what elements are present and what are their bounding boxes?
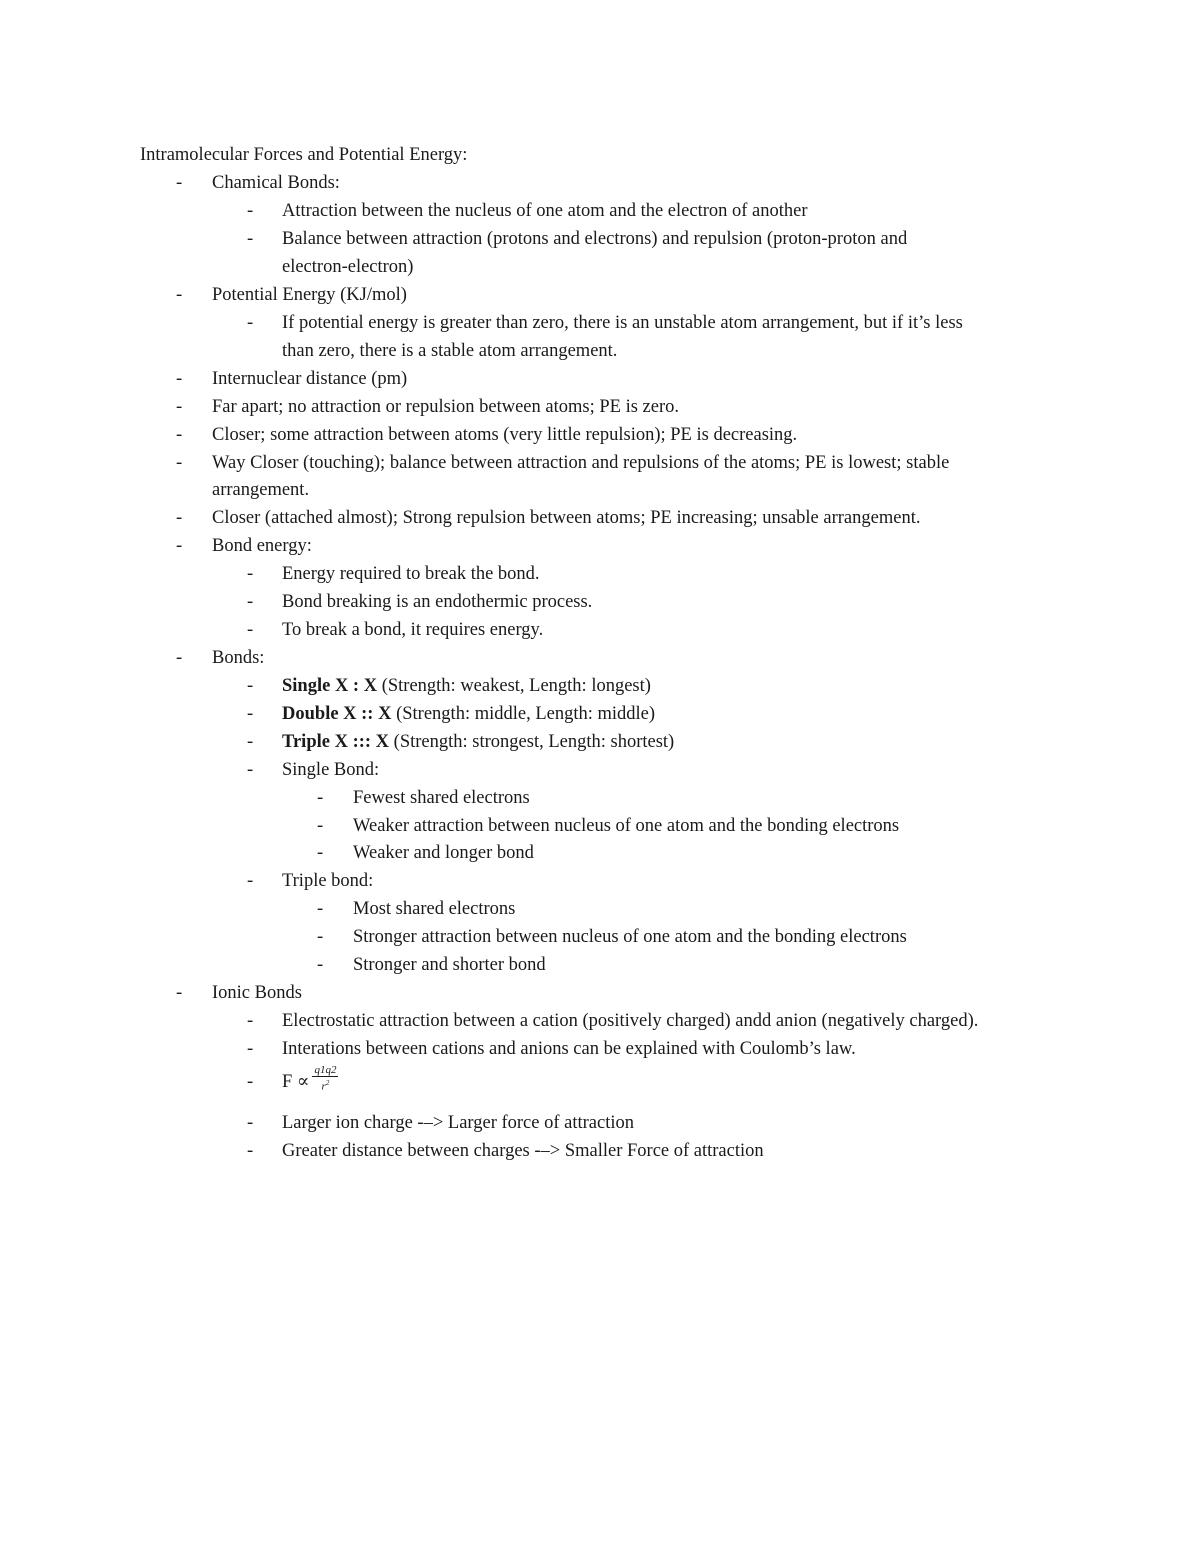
list-item: Greater distance between charges -–> Smaller Force of attraction [282,1141,764,1161]
bullet-dash: - [317,899,324,919]
bullet-dash: - [176,536,183,556]
list-item: Energy required to break the bond. [282,564,540,584]
bullet-dash: - [176,173,183,193]
list-item: Fewest shared electrons [353,788,530,808]
list-item: To break a bond, it requires energy. [282,620,544,640]
list-item: Attraction between the nucleus of one atom and the electron of another [282,201,808,221]
bullet-dash: - [247,592,254,612]
bullet-dash: - [247,229,254,249]
list-item: Stronger attraction between nucleus of one atom and the bonding electrons [353,927,907,947]
list-item: Interations between cations and anions can be explained with Coulomb’s law. [282,1039,856,1059]
formula-numerator: q1q2 [314,1064,337,1077]
list-item: Most shared electrons [353,899,516,919]
page-title: Intramolecular Forces and Potential Energy: [140,145,468,165]
bullet-dash: - [176,983,183,1003]
bullet-dash: - [247,676,254,696]
list-item: Weaker attraction between nucleus of one atom and the bonding electrons [353,816,900,836]
bullet-dash: - [247,564,254,584]
bullet-dash: - [247,1113,254,1133]
formula-exponent: 2 [325,1079,330,1088]
list-item: Far apart; no attraction or repulsion between atoms; PE is zero. [212,397,679,417]
bullet-dash: - [317,816,324,836]
heading-ionic-bonds: Ionic Bonds [212,983,302,1003]
list-item-text: (Strength: middle, Length: middle) [391,704,656,724]
bullet-dash: - [317,955,324,975]
bullet-dash: - [247,1072,254,1092]
list-item: If potential energy is greater than zero, there is an unstable atom arrangement, but if it’s less [282,313,963,333]
formula-lhs: F ∝ [282,1072,310,1092]
bullet-dash: - [176,648,183,668]
bullet-dash: - [247,313,254,333]
bullet-dash: - [317,788,324,808]
heading-triple-bond: Triple bond: [282,871,374,891]
list-item-continuation: electron-electron) [282,257,414,277]
bullet-dash: - [247,1011,254,1031]
list-item: Balance between attraction (protons and electrons) and repulsion (proton-proton and [282,229,908,249]
list-item-triple [282,728,674,756]
heading-bond-energy: Bond energy: [212,536,312,556]
bullet-dash: - [247,704,254,724]
formula-fraction [312,1064,338,1093]
heading-single-bond: Single Bond: [282,760,380,780]
list-item-double [282,700,655,728]
bullet-dash: - [247,732,254,752]
bullet-dash: - [247,201,254,221]
list-item: Closer (attached almost); Strong repulsion between atoms; PE increasing; unsable arrangement. [212,508,921,528]
bullet-dash: - [176,397,183,417]
bullet-dash: - [247,1141,254,1161]
list-item-text: (Strength: strongest, Length: shortest) [389,732,675,752]
heading-potential-energy: Potential Energy (KJ/mol) [212,285,407,305]
list-item: Electrostatic attraction between a cation (positively charged) andd anion (negatively charged). [282,1011,979,1031]
bullet-dash: - [176,285,183,305]
heading-chemical-bonds: Chamical Bonds: [212,173,340,193]
bullet-dash: - [176,508,183,528]
list-item-text: (Strength: weakest, Length: longest) [377,676,651,696]
bold-label: Single X : X [282,676,378,696]
list-item-continuation: arrangement. [212,480,310,500]
bullet-dash: - [317,927,324,947]
bullet-dash: - [176,369,183,389]
list-item-continuation: than zero, there is a stable atom arrangement. [282,341,618,361]
bullet-dash: - [247,1039,254,1059]
bold-label: Double X :: X [282,704,392,724]
heading-bonds: Bonds: [212,648,265,668]
coulomb-formula [282,1064,338,1097]
list-item: Weaker and longer bond [353,843,534,863]
bullet-dash: - [176,453,183,473]
bullet-dash: - [247,760,254,780]
list-item: Larger ion charge -–> Larger force of attraction [282,1113,634,1133]
list-item: Way Closer (touching); balance between attraction and repulsions of the atoms; PE is lowest; stable [212,453,950,473]
bullet-dash: - [247,871,254,891]
list-item: Closer; some attraction between atoms (very little repulsion); PE is decreasing. [212,425,798,445]
list-item: Internuclear distance (pm) [212,369,408,389]
list-item: Bond breaking is an endothermic process. [282,592,593,612]
list-item: Stronger and shorter bond [353,955,546,975]
bullet-dash: - [247,620,254,640]
formula-den-base: r [321,1081,326,1094]
formula-denominator [312,1077,338,1093]
bold-label: Triple X ::: X [282,732,390,752]
bullet-dash: - [176,425,183,445]
list-item-single [282,672,651,700]
bullet-dash: - [317,843,324,863]
